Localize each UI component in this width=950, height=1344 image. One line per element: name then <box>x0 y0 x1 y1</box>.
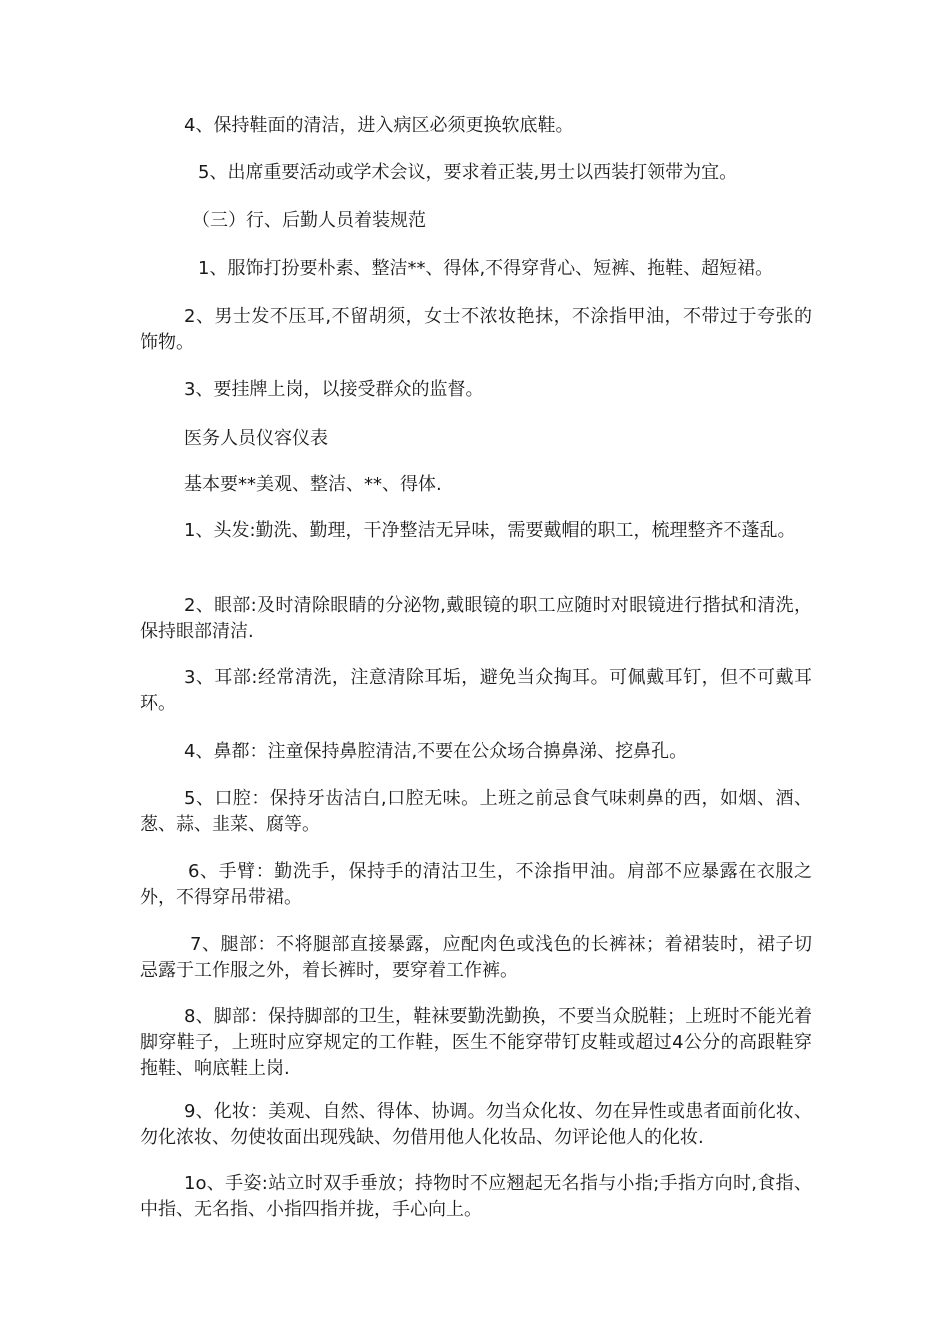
paragraph-basic-requirements: 基本要**美观、整洁、**、得体. <box>184 474 442 495</box>
paragraph-eyes: 2、眼部:及时清除眼睛的分泌物,戴眼镜的职工应随时对眼镜进行揩拭和清洗，保持眼部清洁. <box>140 595 812 642</box>
section-heading-logistics-dress-code: （三）行、后勤人员着装规范 <box>192 210 426 231</box>
paragraph-plain-attire: 1、服饰打扮要朴素、整洁**、得体,不得穿背心、短裤、拖鞋、超短裙。 <box>198 258 774 279</box>
paragraph-badge-rule: 3、要挂牌上岗，以接受群众的监督。 <box>184 379 484 400</box>
paragraph-feet: 8、脚部：保持脚部的卫生，鞋袜要勤洗勤换，不要当众脱鞋；上班时不能光着脚穿鞋子，上班时应穿规定的工作鞋，医生不能穿带钉皮鞋或超过4公分的高跟鞋穿拖鞋、响底鞋上岗. <box>140 1006 812 1079</box>
paragraph-shoe-cleanliness: 4、保持鞋面的清洁，进入病区必须更换软底鞋。 <box>184 115 574 136</box>
paragraph-mouth: 5、口腔：保持牙齿洁白,口腔无味。上班之前忌食气味刺鼻的西，如烟、酒、葱、蒜、韭菜、腐等。 <box>140 788 812 835</box>
section-heading-grooming: 医务人员仪容仪表 <box>184 428 328 449</box>
paragraph-hair-makeup-rules: 2、男士发不压耳,不留胡须，女士不浓妆艳抹，不涂指甲油，不带过于夸张的饰物。 <box>140 306 812 353</box>
paragraph-nose: 4、鼻都：注童保持鼻腔清洁,不要在公众场合擤鼻涕、挖鼻孔。 <box>184 741 688 762</box>
paragraph-makeup: 9、化妆：美观、自然、得体、协调。勿当众化妆、勿在异性或患者面前化妆、勿化浓妆、勿使妆面出现残缺、勿借用他人化妆品、勿评论他人的化妆. <box>140 1101 812 1148</box>
paragraph-arms: 6、手臂：勤洗手，保持手的清沽卫生，不涂指甲油。肩部不应暴露在衣服之外，不得穿吊带裙。 <box>140 861 812 908</box>
paragraph-formal-attire: 5、出席重要活动或学术会议，要求着正装,男士以西装打领带为宜。 <box>198 162 738 183</box>
paragraph-legs: 7、腿部：不将腿部直接暴露，应配肉色或浅色的长裤袜；着裙装时，裙子切忌露于工作服之外，着长裤时，要穿着工作裤。 <box>140 934 812 981</box>
paragraph-ears: 3、耳部:经常清洗，注意清除耳垢，避免当众掏耳。可佩戴耳钉，但不可戴耳环。 <box>140 667 812 714</box>
paragraph-hair: 1、头发:勤洗、勤理，干净整洁无异味，需要戴帽的职工，梳理整齐不蓬乱。 <box>184 520 796 541</box>
paragraph-hand-posture: 1o、手姿:站立时双手垂放；持物时不应翘起无名指与小指;手指方向时,食指、中指、无名指、小指四指并拢，手心向上。 <box>140 1173 812 1220</box>
